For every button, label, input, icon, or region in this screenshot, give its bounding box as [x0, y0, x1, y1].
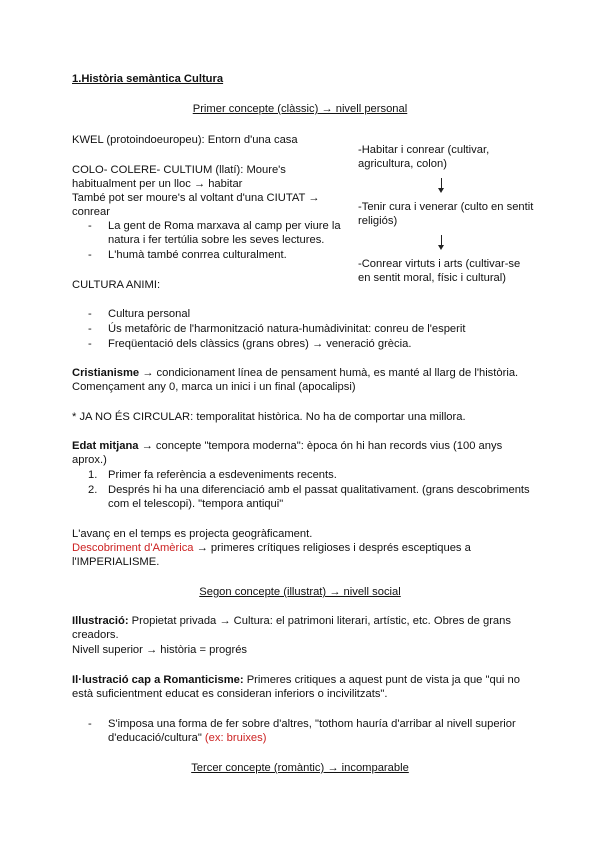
- item-number: 2.: [88, 484, 98, 496]
- side-note-3-line-2: en sentit moral, físic i cultural): [358, 272, 506, 284]
- cristianisme-line-1: [72, 366, 518, 380]
- example-highlight: (ex: bruixes): [204, 732, 267, 744]
- colo-line-4: conrear: [72, 206, 110, 218]
- down-arrow-icon: [441, 235, 443, 249]
- cristianisme-term: Cristianisme: [72, 367, 140, 379]
- item-number: 1.: [88, 469, 98, 481]
- edat-mitjana-text: → concepte "tempora moderna": època ón hi han records vius (100 anys: [138, 440, 503, 452]
- list-item-text: Cultura personal: [108, 308, 191, 320]
- down-arrow-icon: [441, 178, 443, 192]
- section3-title: Tercer concepte (romàntic) → incomparable: [191, 762, 409, 774]
- america-highlight: Descobriment d'Amèrica: [72, 542, 194, 554]
- list-item-text-cont: [108, 731, 266, 745]
- romanticisme-line-2: està suficientment educat es consideran inferiors o incivilitzats".: [72, 688, 388, 700]
- section1-title: Primer concepte (clàssic) → nivell personal: [192, 103, 408, 115]
- bullet-dash: -: [88, 249, 92, 261]
- list-item-text-cont: natura i fer tertúlia sobre les seves lectures.: [108, 234, 325, 246]
- bullet-dash: -: [88, 308, 92, 320]
- edat-mitjana-term: Edat mitjana: [72, 440, 139, 452]
- illustracio-line-2: creadors.: [72, 629, 119, 641]
- list-item-text: L'humà també conrrea culturalment.: [108, 249, 287, 261]
- side-note-1-line-1: -Habitar i conrear (cultivar,: [358, 144, 490, 156]
- colo-line-1: COLO- COLERE- CULTIUM (llatí): Moure's: [72, 164, 286, 176]
- side-note-2-line-1: -Tenir cura i venerar (culto en sentit: [358, 201, 534, 213]
- side-note-1-line-2: agricultura, colon): [358, 158, 447, 170]
- illustracio-text: Propietat privada → Cultura: el patrimoni literari, artístic, etc. Obres de grans: [128, 615, 511, 627]
- edat-mitjana-line-1: [72, 439, 502, 453]
- cristianisme-text: → condicionament línea de pensament humà, es manté al llarg de l'història.: [139, 367, 519, 379]
- avanc-line: L'avanç en el temps es projecta geogràficament.: [72, 528, 313, 540]
- edat-mitjana-line-2: aprox.): [72, 454, 107, 466]
- side-note-3: [358, 257, 558, 285]
- side-note-2: [358, 200, 558, 228]
- list-item-text: Ús metafòric de l'harmonització natura-humàdivinitat: conreu de l'esperit: [108, 323, 466, 335]
- side-note-3-line-1: -Conrear virtuts i arts (cultivar-se: [358, 258, 521, 270]
- illustracio-line-1: [72, 614, 511, 628]
- romanticisme-line-1: [72, 673, 520, 687]
- cristianisme-line-2: Començament any 0, marca un inici i un final (apocalipsi): [72, 381, 356, 393]
- list-item-text: S'imposa una forma de fer sobre d'altres, "tothom hauría d'arribar al nivell superior: [108, 718, 516, 730]
- romanticisme-term: Il·lustració cap a Romanticisme:: [72, 674, 244, 686]
- bullet-dash: -: [88, 718, 92, 730]
- numbered-item-text: Després hi ha una diferenciació amb el passat qualitativament. (grans descobriments: [108, 484, 530, 496]
- animi-title: CULTURA ANIMI:: [72, 279, 161, 291]
- side-note-2-line-2: religiós): [358, 215, 398, 227]
- illustracio-term: Illustració:: [72, 615, 129, 627]
- numbered-item-text: Primer fa referència a esdeveniments recents.: [108, 469, 337, 481]
- numbered-item-text-cont: com el telescopi). "tempora antiqui": [108, 498, 284, 510]
- bullet-dash: -: [88, 323, 92, 335]
- america-line-2: l'IMPERIALISME.: [72, 556, 160, 568]
- romanticisme-text: Primeres critiques a aquest punt de vista ja que "qui no: [243, 674, 520, 686]
- side-note-1: [358, 143, 558, 171]
- colo-line-2: habitualment per un lloc → habitar: [72, 178, 243, 190]
- list-item-text: Freqüentació dels clàssics (grans obres) → veneració grècia.: [108, 338, 412, 350]
- list-item-text-part: d'educació/cultura": [108, 732, 205, 744]
- kwel-line: KWEL (protoindoeuropeu): Entorn d'una casa: [72, 134, 298, 146]
- colo-line-3: També pot ser moure's al voltant d'una CIUTAT →: [72, 192, 320, 204]
- illustracio-line-3: Nivell superior → història = progrés: [72, 644, 248, 656]
- circular-note: * JA NO ÉS CIRCULAR: temporalitat històrica. No ha de comportar una millora.: [72, 411, 466, 423]
- document-heading: 1.Història semàntica Cultura: [72, 73, 224, 85]
- america-line-1: [72, 541, 471, 555]
- list-item-text: La gent de Roma marxava al camp per viure la: [108, 220, 341, 232]
- bullet-dash: -: [88, 220, 92, 232]
- america-text: → primeres crítiques religioses i després esceptiques a: [193, 542, 471, 554]
- bullet-dash: -: [88, 338, 92, 350]
- section2-title: Segon concepte (illustrat) → nivell social: [199, 586, 401, 598]
